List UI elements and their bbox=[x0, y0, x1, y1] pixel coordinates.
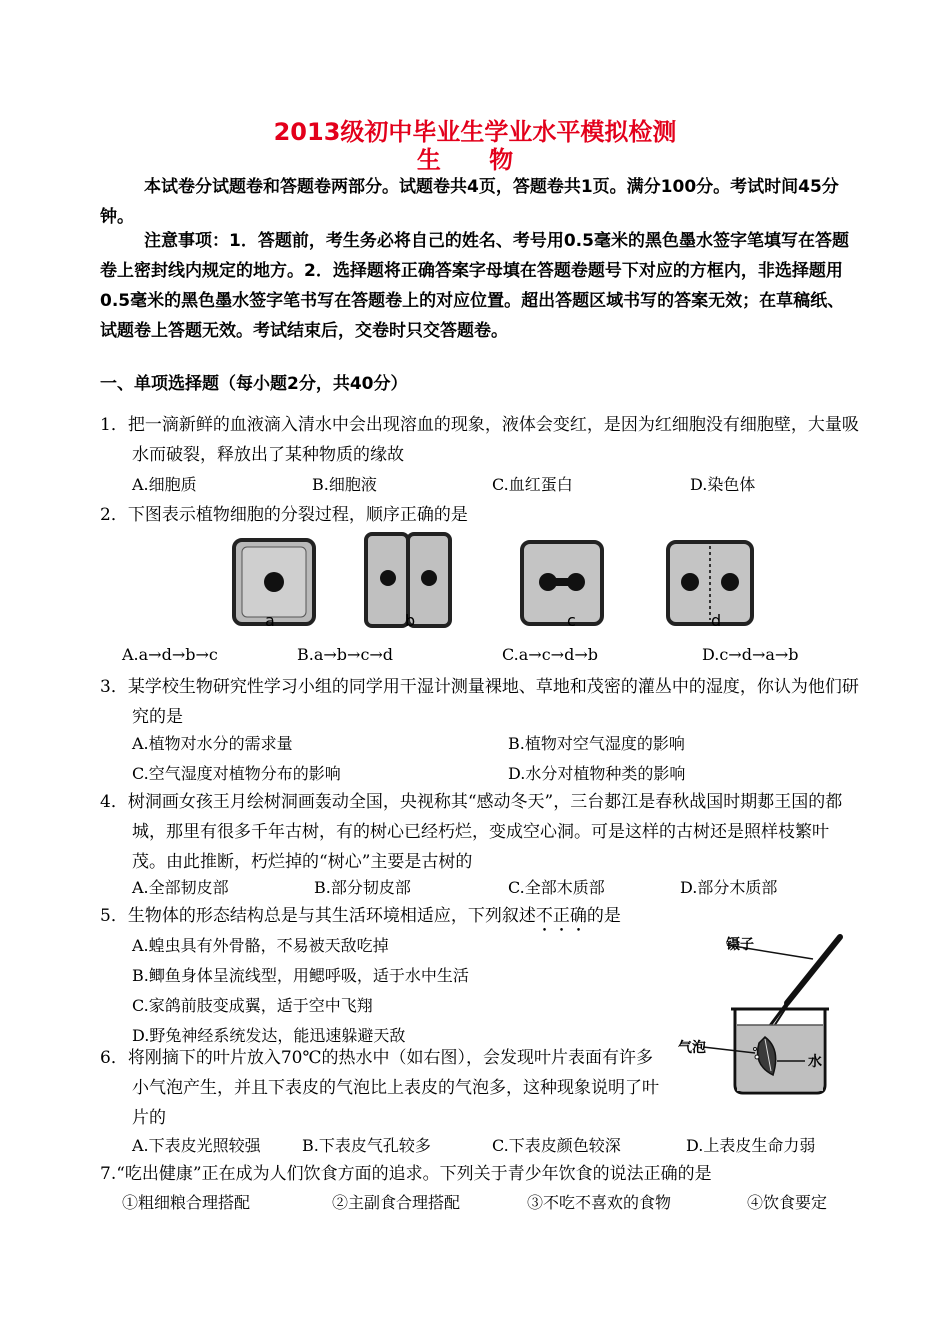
option-b: B.部分韧皮部 bbox=[314, 878, 411, 897]
option-d: D.染色体 bbox=[690, 475, 756, 494]
option-b: B.植物对空气湿度的影响 bbox=[508, 734, 685, 753]
option-d: D.水分对植物种类的影响 bbox=[508, 764, 686, 783]
notice-paragraph: 注意事项：1．答题前，考生务必将自己的姓名、考号用0.5毫米的黑色墨水签字笔填写在答题卷上密封线内规定的地方。2．选择题将正确答案字母填在答题卷题号下对应的方框内，非选择题用0.5毫米的黑色墨水签字笔书写在答题卷上的对应位置。超出答题区域书写的答案无效；在草稿纸、试题卷上答题无效。考试结束后，交卷时只交答题卷。 bbox=[100, 231, 849, 341]
label-b: b bbox=[405, 611, 416, 630]
question-5-text-part2: 的是 bbox=[586, 906, 621, 926]
option-a: A.全部韧皮部 bbox=[132, 878, 229, 897]
question-3-text: 3．某学校生物研究性学习小组的同学用干湿计测量裸地、草地和茂密的灌丛中的湿度，你认为他们研究的是 bbox=[100, 677, 859, 727]
question-7-text: 7.“吃出健康”正在成为人们饮食方面的追求。下列关于青少年饮食的说法正确的是 bbox=[100, 1164, 712, 1184]
item-3: ③不吃不喜欢的食物 bbox=[527, 1193, 672, 1212]
option-c: C.空气湿度对植物分布的影响 bbox=[132, 764, 341, 783]
question-6 bbox=[100, 1043, 660, 1133]
option-a: A.a→d→b→c bbox=[122, 645, 218, 664]
subject-title: 生 物 bbox=[416, 146, 534, 174]
question-5-emphasis: 不正确 bbox=[535, 906, 587, 926]
option-c: C.a→c→d→b bbox=[502, 645, 598, 664]
section-heading: 一、单项选择题（每小题2分，共40分） bbox=[100, 374, 408, 394]
question-3 bbox=[100, 672, 860, 732]
question-2 bbox=[100, 500, 860, 530]
label-tweezers: 镊子 bbox=[726, 937, 754, 953]
cell-c bbox=[522, 542, 602, 624]
option-c: C.家鸽前肢变成翼，适于空中飞翔 bbox=[132, 996, 373, 1015]
leaf-beaker-figure bbox=[665, 925, 865, 1100]
option-b: B.a→b→c→d bbox=[297, 645, 394, 664]
option-a: A.下表皮光照较强 bbox=[132, 1136, 261, 1155]
option-c: C.下表皮颜色较深 bbox=[492, 1136, 621, 1155]
label-water: 水 bbox=[808, 1054, 822, 1070]
label-a: a bbox=[265, 611, 275, 630]
question-4-text: 4．树洞画女孩王月绘树洞画轰动全国，央视称其“感动冬天”，三台郪江是春秋战国时期郪王国的都城，那里有很多千年古树，有的树心已经朽烂，变成空心洞。可是这样的古树还是照样枝繁叶茂。由此推断，朽烂掉的“树心”主要是古树的 bbox=[100, 792, 843, 872]
item-2: ②主副食合理搭配 bbox=[332, 1193, 461, 1212]
option-c: C.全部木质部 bbox=[508, 878, 605, 897]
option-b: B.下表皮气孔较多 bbox=[302, 1136, 431, 1155]
question-1 bbox=[100, 410, 860, 470]
label-c: c bbox=[567, 611, 576, 630]
option-d: D.c→d→a→b bbox=[702, 645, 799, 664]
cell-division-figure bbox=[228, 532, 768, 632]
option-d: D.上表皮生命力弱 bbox=[686, 1136, 816, 1155]
label-bubble: 气泡 bbox=[678, 1040, 706, 1056]
exam-title: 2013级初中毕业生学业水平模拟检测 bbox=[273, 118, 677, 146]
intro-paragraph: 本试卷分试题卷和答题卷两部分。试题卷共4页，答题卷共1页。满分100分。考试时间45分钟。 bbox=[100, 177, 839, 227]
question-4 bbox=[100, 787, 860, 877]
option-a: A.植物对水分的需求量 bbox=[132, 734, 293, 753]
option-d: D.部分木质部 bbox=[680, 878, 778, 897]
option-a: A.细胞质 bbox=[132, 475, 197, 494]
question-2-text: 2．下图表示植物细胞的分裂过程，顺序正确的是 bbox=[100, 505, 468, 525]
label-d: d bbox=[711, 611, 722, 630]
option-b: B.鲫鱼身体呈流线型，用鳃呼吸，适于水中生活 bbox=[132, 966, 469, 985]
option-b: B.细胞液 bbox=[312, 475, 377, 494]
question-1-text: 1．把一滴新鲜的血液滴入清水中会出现溶血的现象，液体会变红，是因为红细胞没有细胞壁，大量吸水而破裂，释放出了某种物质的缘故 bbox=[100, 415, 859, 465]
item-4: ④饮食要定 bbox=[747, 1193, 828, 1212]
item-1: ①粗细粮合理搭配 bbox=[122, 1193, 251, 1212]
cell-d bbox=[668, 542, 752, 624]
question-6-text: 6．将刚摘下的叶片放入70℃的热水中（如右图），会发现叶片表面有许多小气泡产生，并且下表皮的气泡比上表皮的气泡多，这种现象说明了叶片的 bbox=[100, 1048, 659, 1128]
question-7 bbox=[100, 1159, 860, 1189]
option-c: C.血红蛋白 bbox=[492, 475, 573, 494]
option-d: D.野兔神经系统发达，能迅速躲避天敌 bbox=[132, 1026, 406, 1045]
question-5-text-part1: 5．生物体的形态结构总是与其生活环境相适应，下列叙述 bbox=[100, 906, 536, 926]
option-a: A.蝗虫具有外骨骼，不易被天敌吃掉 bbox=[132, 936, 389, 955]
